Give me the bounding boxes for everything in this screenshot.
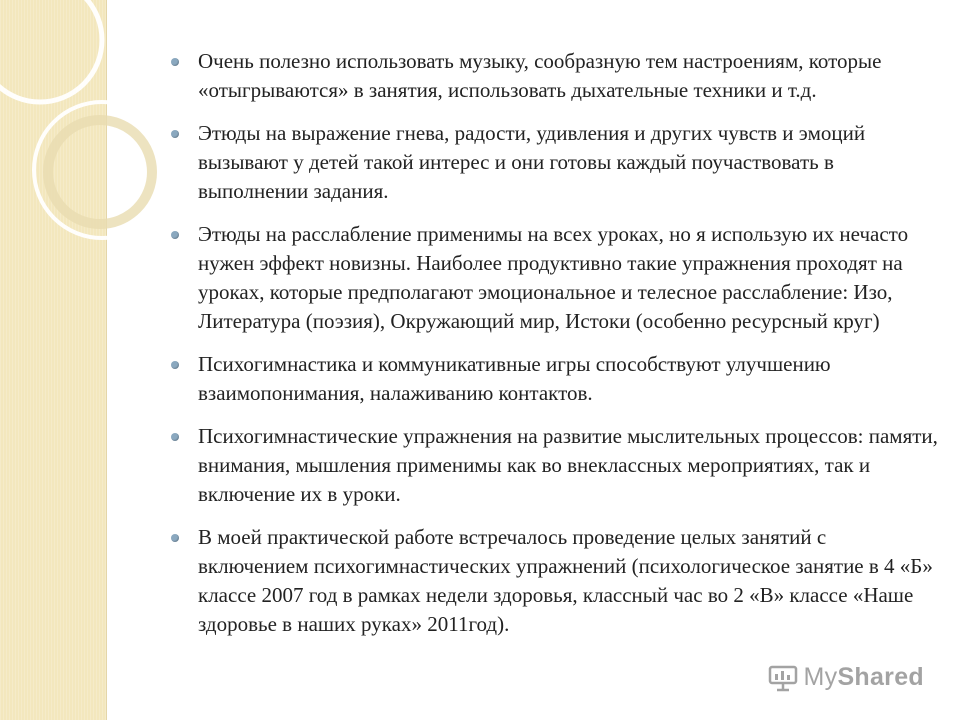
bullet-icon [171,361,179,369]
bullet-list [168,47,938,639]
bullet-text: В моей практической работе встречалось проведение целых занятий с включением психогимнастических упражнений (психологическое занятие в 4 «Б» классе 2007 год в рамках недели здоровья, классный час во 2 «В» классе «Наше здоровье в наших руках» 2011год). [198,525,933,636]
bullet-item-3 [168,220,938,336]
bullet-item-1 [168,47,938,105]
bullet-text: Психогимнастические упражнения на развитие мыслительных процессов: памяти, внимания, мышления применимы как во внеклассных мероприятиях, так и включение их в уроки. [198,424,938,506]
myshared-watermark [768,663,925,692]
bullet-text: Психогимнастика и коммуникативные игры способствуют улучшению взаимопонимания, налаживанию контактов. [198,352,831,405]
bullet-item-2 [168,119,938,206]
bullet-item-4 [168,350,938,408]
bullet-icon [171,534,179,542]
watermark-brand-shared: Shared [837,663,924,691]
watermark-brand-my: My [803,663,838,691]
bullet-text: Очень полезно использовать музыку, сообразную тем настроениям, которые «отыгрываются» в занятия, использовать дыхательные техники и т.д. [198,49,882,102]
bullet-text: Этюды на выражение гнева, радости, удивления и других чувств и эмоций вызывают у детей такой интерес и они готовы каждый поучаствовать в выполнении задания. [198,121,866,203]
bullet-icon [171,130,179,138]
bullet-text: Этюды на расслабление применимы на всех уроках, но я использую их нечасто нужен эффект новизны. Наиболее продуктивно такие упражнения проходят на уроках, которые предполагают эмоциональное и телесное расслабление: Изо, Литература (поэзия), Окружающий мир, Истоки (особенно ресурсный круг) [198,222,909,333]
bullet-icon [171,433,179,441]
presentation-icon [768,664,798,692]
slide-content [168,47,938,653]
decorative-sidebar [0,0,107,720]
bullet-icon [171,231,179,239]
bullet-item-6 [168,523,938,639]
bullet-item-5 [168,422,938,509]
bullet-icon [171,58,179,66]
